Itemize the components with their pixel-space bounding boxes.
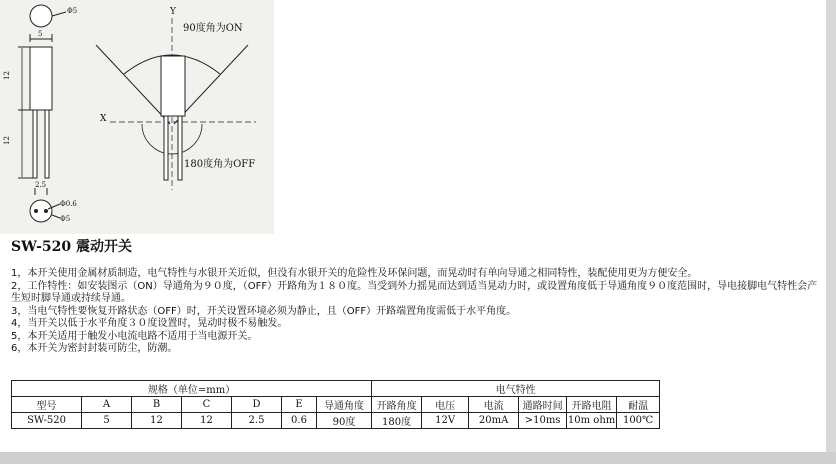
description-line: 4，当开关以低于水平角度３０度设置时，晃动时极不易触发。 — [11, 318, 288, 329]
table-group-row — [12, 381, 660, 397]
dim-phi5-bottom-label: Φ5 — [60, 215, 71, 223]
dim-12-lower-label: 12 — [3, 136, 11, 145]
table-cell: >10ms — [519, 413, 567, 429]
pin-left — [33, 110, 37, 178]
column-header: 型号 — [12, 397, 82, 413]
spec-group-header: 规格（单位=mm） — [12, 381, 372, 397]
column-header: B — [132, 397, 182, 413]
description-line: 6，本开关为密封封装可防尘，防潮。 — [11, 343, 178, 354]
column-header: E — [282, 397, 317, 413]
table-cell: 20mA — [469, 413, 519, 429]
column-header: D — [232, 397, 282, 413]
table-row — [12, 413, 660, 429]
column-header: A — [82, 397, 132, 413]
description-line: 3，当电气特性要恢复开路状态（OFF）时，开关设置环境必须为静止，且（OFF）开路端置角度需低于水平角度。 — [11, 305, 517, 317]
table-header-row — [12, 397, 660, 413]
description-line: 2，工作特性：如安装图示（ON）导通角为９０度，（OFF）开路角为１８０度。当受到外力摇晃而达到适当晃动力时，或设置角度低于导通角度９０度范围时，导电接脚电气特性会产生短时脚导通或持续导通。 — [11, 280, 818, 304]
off-angle-label: 180度角为OFF — [184, 159, 256, 170]
on-angle-label: 90度角为ON — [183, 23, 243, 34]
spec-table — [11, 380, 660, 429]
column-header: C — [182, 397, 232, 413]
column-header: 导通角度 — [317, 397, 372, 413]
pin-right — [45, 110, 49, 178]
dim-12-upper-label: 12 — [3, 71, 11, 80]
elec-group-header: 电气特性 — [372, 381, 660, 397]
bottom-view-circle — [30, 200, 52, 222]
table-cell: SW-520 — [12, 413, 82, 429]
table-cell: 2.5 — [232, 413, 282, 429]
description-line: 1，本开关使用金属材质制造，电气特性与水银开关近似，但没有水银开关的危险性及环保问题，而晃动时有单向导通之相同特性，装配使用更为方便安全。 — [11, 268, 698, 279]
column-header: 开路角度 — [372, 397, 422, 413]
dim-phi5-label: Φ5 — [67, 7, 78, 15]
description — [11, 268, 826, 356]
column-header: 耐温 — [617, 397, 660, 413]
table-cell: 180度 — [372, 413, 422, 429]
table-cell: 5 — [82, 413, 132, 429]
table-cell: 10m ohm — [567, 413, 617, 429]
column-header: 电流 — [469, 397, 519, 413]
table-cell: 12 — [132, 413, 182, 429]
description-line: 5，本开关适用于触发小电流电路不适用于当电源开关。 — [11, 330, 258, 342]
x-axis-label: X — [100, 114, 107, 124]
table-cell: 90度 — [317, 413, 372, 429]
y-axis-label: Y — [170, 7, 176, 17]
angle-switch-body — [161, 56, 185, 116]
column-header: 通路时间 — [519, 397, 567, 413]
column-header: 开路电阻 — [567, 397, 617, 413]
column-header: 电压 — [422, 397, 469, 413]
table-cell: 100℃ — [617, 413, 660, 429]
switch-body — [30, 47, 52, 110]
dim-2-5-label: 2.5 — [35, 181, 47, 189]
table-cell: 12 — [182, 413, 232, 429]
table-cell: 12V — [422, 413, 469, 429]
page-title: SW-520 震动开关 — [11, 239, 132, 255]
top-view-circle — [30, 5, 52, 27]
table-cell: 0.6 — [282, 413, 317, 429]
dim-phi0-6-label: Φ0.6 — [60, 200, 77, 208]
dim-5-label: 5 — [38, 30, 43, 38]
